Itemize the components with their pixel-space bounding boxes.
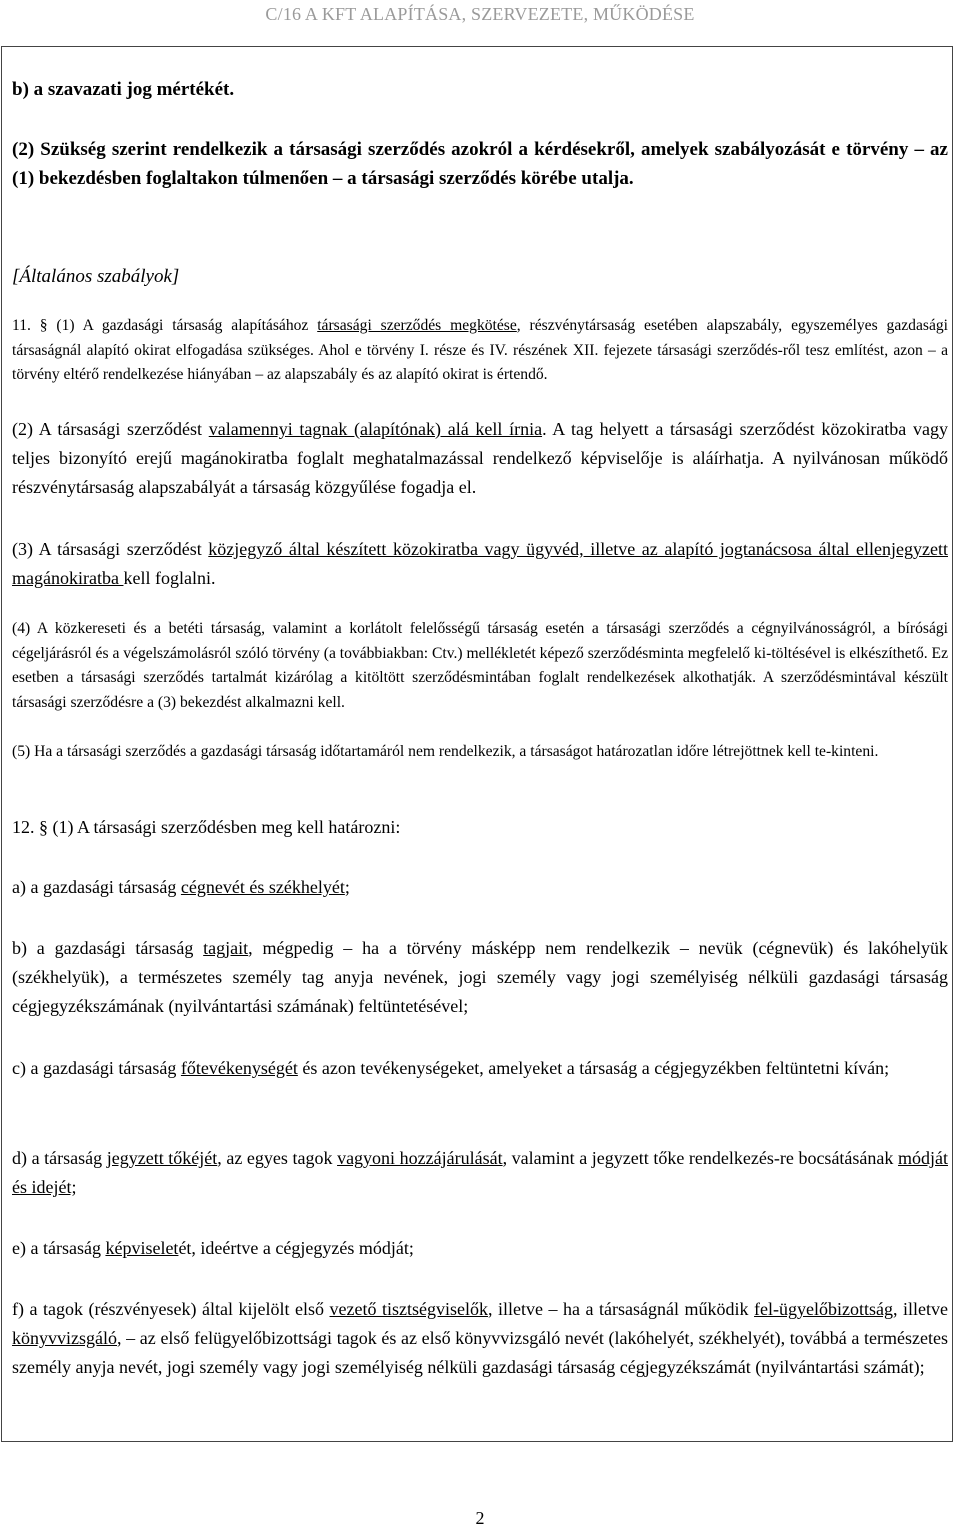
par12-item-e: e) a társaság képviseletét, ideértve a cégjegyzés módját;: [12, 1238, 414, 1258]
section-b: b) a szavazati jog mértékét.: [12, 79, 235, 100]
heading-general-rules: [Általános szabályok]: [12, 266, 180, 287]
par12-item-b: b) a gazdasági társaság tagjait, mégpedig – ha a törvény másképp nem rendelkezik – nevük (cégnevük) és lakóhelyük (székhelyük), a természetes személy tag anyja nevének, jogi személy vagy jogi személyiség nélküli gazdasági társaság cégjegyzékszámának (nyilvántartási számának) feltüntetésével;: [12, 938, 948, 1016]
par11-subsection-2: (2) A társasági szerződést valamennyi tagnak (alapítónak) alá kell írnia. A tag helyett a társasági szerződést közokiratba vagy teljes bizonyító erejű magánokiratba foglalt meghatalmazással rendelkező képviselője is aláírhatja. A nyilvánosan működő részvénytársaság alapszabályát a társaság közgyűlése fogadja el.: [12, 419, 948, 497]
par11-subsection-3: (3) A társasági szerződést közjegyző által készített közokiratba vagy ügyvéd, illetve az alapító jogtanácsosa által ellenjegyzett magánokiratba kell foglalni.: [12, 539, 948, 588]
par11-subsection-5: (5) Ha a társasági szerződés a gazdasági társaság időtartamáról nem rendelkezik, a társaságot határozatlan időre létrejöttnek kell te-kinteni.: [12, 743, 879, 760]
par11-subsection-4: (4) A közkereseti és a betéti társaság, valamint a korlátolt felelősségű társaság esetén a társasági szerződés a cégnyilvánosságról, a bírósági cégeljárásról és a végelszámolásról szóló törvény (a továbbiakban: Ctv.) mellékletét képező szerződésminta megfelelő ki-töltésével is elkészíthető. Ez esetben a társasági szerződés tartalmát kizárólag a kitöltött szerződésmintában foglalt rendelkezések alkothatják. A szerződésmintával készült társasági szerződésre a (3) bekezdést alkalmazni kell.: [12, 620, 948, 711]
par12-item-d: d) a társaság jegyzett tőkéjét, az egyes tagok vagyoni hozzájárulását, valamint a jegyzett tőke rendelkezés-re bocsátásának módját és idejét;: [12, 1148, 948, 1197]
section-2: (2) Szükség szerint rendelkezik a társasági szerződés azokról a kérdésekről, amelyek szabályozását e törvény – az (1) bekezdésben foglaltakon túlmenően – a társasági szerződés körébe utalja.: [12, 139, 948, 189]
par12-item-f: f) a tagok (részvényesek) által kijelölt első vezető tisztségviselők, illetve – ha a társaságnál működik fel-ügyelőbizottság, illetve könyvvizsgáló, – az első felügyelőbizottsági tagok és az első könyvvizsgáló nevét (lakóhelyét, székhelyét), továbbá a természetes személy anyja nevét, jogi személy vagy jogi személyiség nélküli gazdasági társaság cégjegyzékszámát (nyilvántartási számát);: [12, 1299, 948, 1377]
par11-subsection-1: 11. § (1) A gazdasági társaság alapításához társasági szerződés megkötése, részvénytársaság esetében alapszabály, egyszemélyes gazdasági társaságnál alapító okirat elfogadása szükséges. Ahol e törvény I. része és IV. részének XII. fejezete társasági szerződés-ről tesz említést, azon – a törvény eltérő rendelkezése hiányában – az alapszabály és az alapító okirat is értendő.: [12, 317, 948, 383]
page-number: 2: [475, 1508, 485, 1528]
par12-item-a: a) a gazdasági társaság cégnevét és székhelyét;: [12, 877, 350, 897]
par12-intro: 12. § (1) A társasági szerződésben meg kell határozni:: [12, 817, 401, 837]
document-frame: [1, 46, 953, 1442]
par12-item-c: c) a gazdasági társaság főtevékenységét és azon tevékenységeket, amelyeket a társaság a cégjegyzékben feltüntetni kíván;: [12, 1058, 890, 1078]
running-header: C/16 A KFT ALAPÍTÁSA, SZERVEZETE, MŰKÖDÉSE: [265, 4, 695, 24]
